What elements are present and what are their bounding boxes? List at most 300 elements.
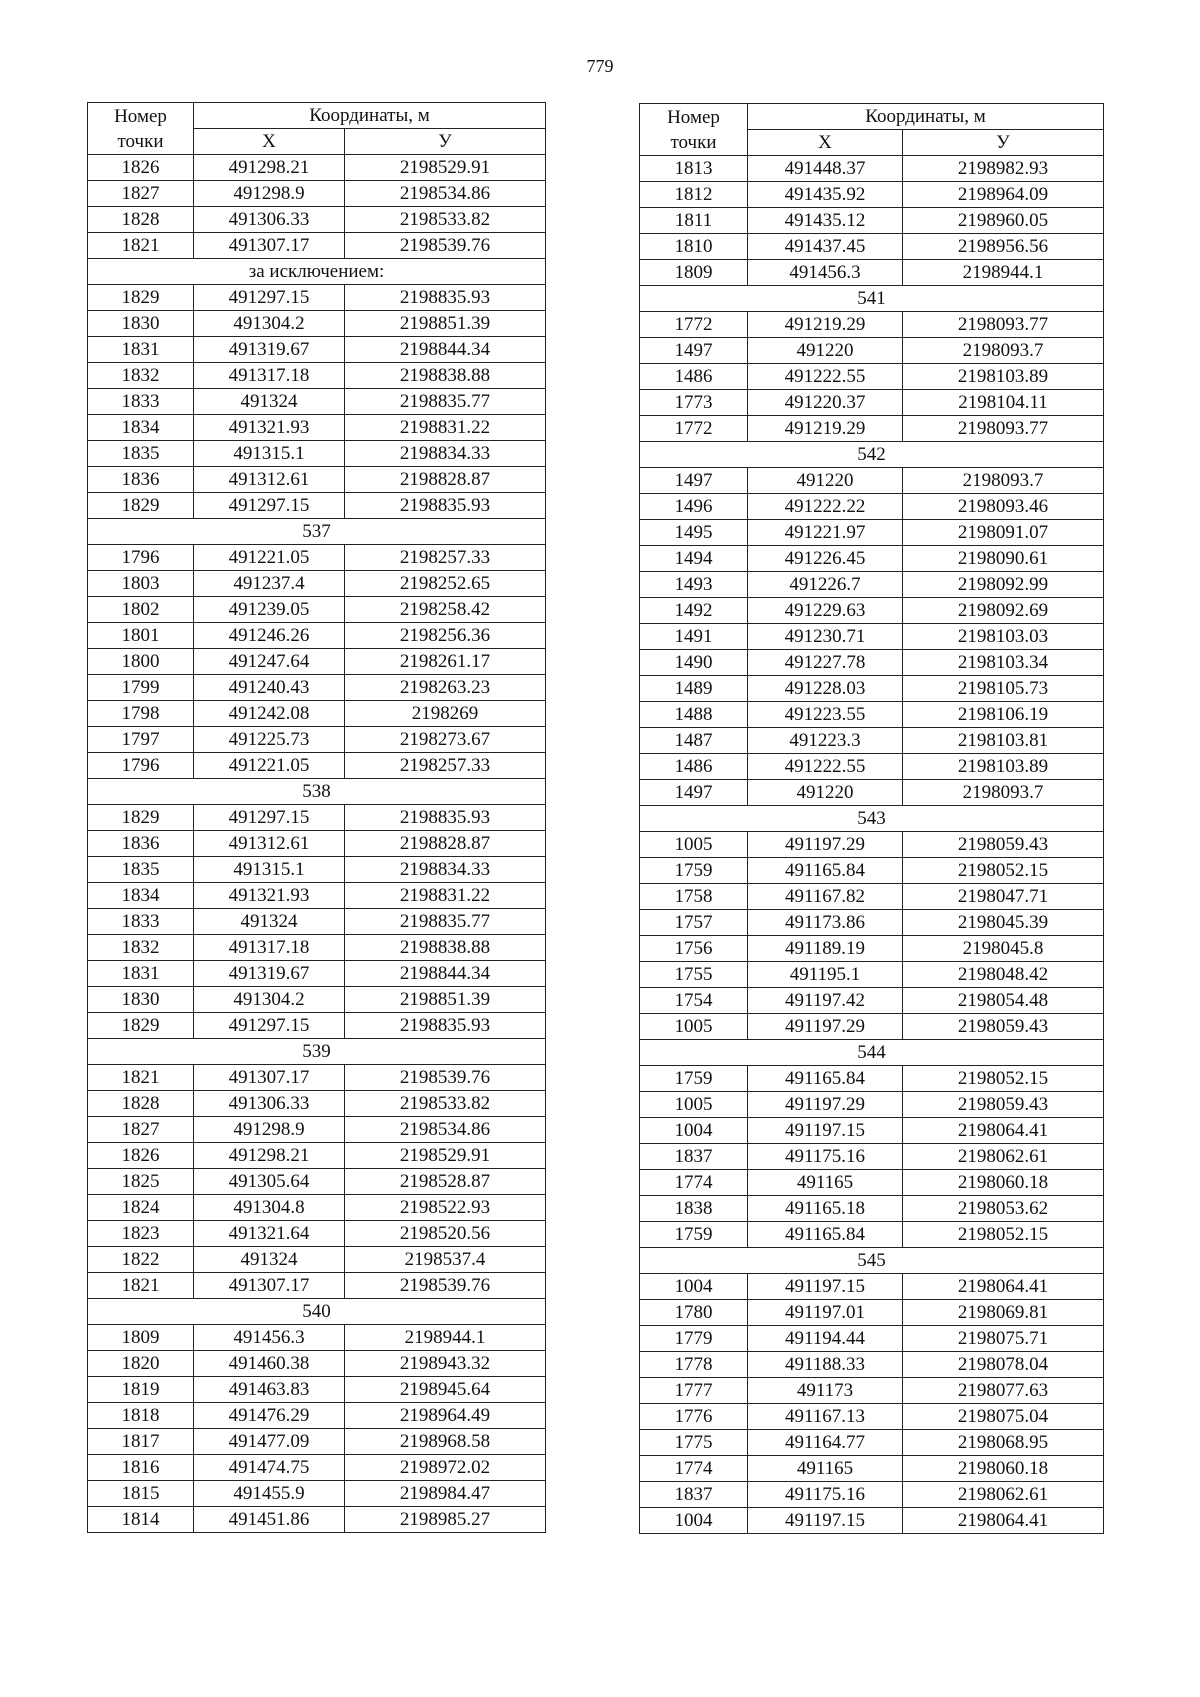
x-coordinate-cell: 491456.3 — [748, 260, 903, 286]
table-row — [640, 884, 1104, 910]
point-number-cell: 1829 — [88, 805, 194, 831]
point-number-cell: 1827 — [88, 181, 194, 207]
header-x: X — [194, 129, 345, 155]
table-row — [88, 389, 546, 415]
coordinates-table-left — [87, 102, 546, 1533]
table-row — [88, 1221, 546, 1247]
point-number-cell: 1759 — [640, 1066, 748, 1092]
section-header-row — [640, 286, 1104, 312]
point-number-cell: 1820 — [88, 1351, 194, 1377]
table-row — [640, 572, 1104, 598]
y-coordinate-cell: 2198059.43 — [903, 1092, 1104, 1118]
table-row — [88, 545, 546, 571]
table-row — [640, 364, 1104, 390]
header-point-number — [640, 104, 748, 156]
table-row — [88, 1117, 546, 1143]
y-coordinate-cell: 2198103.81 — [903, 728, 1104, 754]
x-coordinate-cell: 491297.15 — [194, 493, 345, 519]
table-row — [88, 909, 546, 935]
table-row — [640, 910, 1104, 936]
point-number-cell: 1492 — [640, 598, 748, 624]
y-coordinate-cell: 2198533.82 — [345, 207, 546, 233]
table-row — [88, 285, 546, 311]
page-number: 779 — [586, 56, 614, 76]
header-coordinates: Координаты, м — [748, 104, 1104, 130]
header-coordinates: Координаты, м — [194, 103, 546, 129]
y-coordinate-cell: 2198052.15 — [903, 1222, 1104, 1248]
header-y: У — [345, 129, 546, 155]
header-point-line1: Номер — [667, 106, 720, 128]
table-row — [640, 234, 1104, 260]
y-coordinate-cell: 2198838.88 — [345, 935, 546, 961]
x-coordinate-cell: 491304.2 — [194, 311, 345, 337]
x-coordinate-cell: 491448.37 — [748, 156, 903, 182]
section-header-row — [88, 1299, 546, 1325]
y-coordinate-cell: 2198258.42 — [345, 597, 546, 623]
point-number-cell: 1811 — [640, 208, 748, 234]
table-row — [640, 260, 1104, 286]
point-number-cell: 1004 — [640, 1508, 748, 1534]
point-number-cell: 1809 — [88, 1325, 194, 1351]
x-coordinate-cell: 491197.15 — [748, 1274, 903, 1300]
table-row — [640, 754, 1104, 780]
table-row — [640, 624, 1104, 650]
x-coordinate-cell: 491222.55 — [748, 364, 903, 390]
table-row — [640, 1196, 1104, 1222]
table-row — [88, 675, 546, 701]
y-coordinate-cell: 2198093.7 — [903, 338, 1104, 364]
y-coordinate-cell: 2198944.1 — [345, 1325, 546, 1351]
coordinates-table-right — [639, 103, 1104, 1534]
point-number-cell: 1810 — [640, 234, 748, 260]
y-coordinate-cell: 2198092.69 — [903, 598, 1104, 624]
y-coordinate-cell: 2198069.81 — [903, 1300, 1104, 1326]
table-row — [88, 831, 546, 857]
table-row — [640, 1222, 1104, 1248]
x-coordinate-cell: 491315.1 — [194, 857, 345, 883]
x-coordinate-cell: 491297.15 — [194, 805, 345, 831]
y-coordinate-cell: 2198091.07 — [903, 520, 1104, 546]
point-number-cell: 1004 — [640, 1118, 748, 1144]
y-coordinate-cell: 2198984.47 — [345, 1481, 546, 1507]
x-coordinate-cell: 491173.86 — [748, 910, 903, 936]
x-coordinate-cell: 491197.42 — [748, 988, 903, 1014]
point-number-cell: 1004 — [640, 1274, 748, 1300]
x-coordinate-cell: 491307.17 — [194, 1273, 345, 1299]
x-coordinate-cell: 491165.84 — [748, 1222, 903, 1248]
table-row — [88, 1507, 546, 1533]
x-coordinate-cell: 491474.75 — [194, 1455, 345, 1481]
point-number-cell: 1778 — [640, 1352, 748, 1378]
table-header-row — [88, 103, 546, 129]
x-coordinate-cell: 491220.37 — [748, 390, 903, 416]
y-coordinate-cell: 2198828.87 — [345, 831, 546, 857]
x-coordinate-cell: 491239.05 — [194, 597, 345, 623]
y-coordinate-cell: 2198068.95 — [903, 1430, 1104, 1456]
point-number-cell: 1800 — [88, 649, 194, 675]
table-row — [88, 649, 546, 675]
point-number-cell: 1486 — [640, 364, 748, 390]
section-label: 542 — [640, 442, 1104, 468]
point-number-cell: 1777 — [640, 1378, 748, 1404]
table-row — [88, 1013, 546, 1039]
header-point-line2: точки — [670, 131, 717, 153]
x-coordinate-cell: 491226.7 — [748, 572, 903, 598]
point-number-cell: 1831 — [88, 961, 194, 987]
x-coordinate-cell: 491307.17 — [194, 1065, 345, 1091]
point-number-cell: 1488 — [640, 702, 748, 728]
y-coordinate-cell: 2198075.71 — [903, 1326, 1104, 1352]
table-row — [88, 1377, 546, 1403]
point-number-cell: 1780 — [640, 1300, 748, 1326]
x-coordinate-cell: 491312.61 — [194, 467, 345, 493]
point-number-cell: 1829 — [88, 493, 194, 519]
x-coordinate-cell: 491175.16 — [748, 1144, 903, 1170]
y-coordinate-cell: 2198835.93 — [345, 285, 546, 311]
x-coordinate-cell: 491220 — [748, 338, 903, 364]
point-number-cell: 1821 — [88, 233, 194, 259]
x-coordinate-cell: 491228.03 — [748, 676, 903, 702]
x-coordinate-cell: 491304.2 — [194, 987, 345, 1013]
table-row — [640, 1066, 1104, 1092]
y-coordinate-cell: 2198533.82 — [345, 1091, 546, 1117]
x-coordinate-cell: 491435.92 — [748, 182, 903, 208]
table-row — [640, 312, 1104, 338]
point-number-cell: 1497 — [640, 780, 748, 806]
point-number-cell: 1826 — [88, 155, 194, 181]
table-row — [640, 1326, 1104, 1352]
y-coordinate-cell: 2198106.19 — [903, 702, 1104, 728]
point-number-cell: 1796 — [88, 753, 194, 779]
y-coordinate-cell: 2198078.04 — [903, 1352, 1104, 1378]
x-coordinate-cell: 491463.83 — [194, 1377, 345, 1403]
table-row — [640, 1092, 1104, 1118]
y-coordinate-cell: 2198263.23 — [345, 675, 546, 701]
x-coordinate-cell: 491451.86 — [194, 1507, 345, 1533]
x-coordinate-cell: 491220 — [748, 780, 903, 806]
y-coordinate-cell: 2198851.39 — [345, 311, 546, 337]
x-coordinate-cell: 491220 — [748, 468, 903, 494]
table-row — [88, 1143, 546, 1169]
y-coordinate-cell: 2198093.7 — [903, 468, 1104, 494]
point-number-cell: 1796 — [88, 545, 194, 571]
x-coordinate-cell: 491197.15 — [748, 1508, 903, 1534]
x-coordinate-cell: 491297.15 — [194, 1013, 345, 1039]
point-number-cell: 1834 — [88, 415, 194, 441]
y-coordinate-cell: 2198103.89 — [903, 754, 1104, 780]
y-coordinate-cell: 2198982.93 — [903, 156, 1104, 182]
point-number-cell: 1799 — [88, 675, 194, 701]
y-coordinate-cell: 2198522.93 — [345, 1195, 546, 1221]
table-row — [88, 805, 546, 831]
table-row — [88, 415, 546, 441]
table-row — [88, 987, 546, 1013]
x-coordinate-cell: 491319.67 — [194, 961, 345, 987]
x-coordinate-cell: 491246.26 — [194, 623, 345, 649]
x-coordinate-cell: 491324 — [194, 1247, 345, 1273]
table-row — [88, 727, 546, 753]
y-coordinate-cell: 2198956.56 — [903, 234, 1104, 260]
y-coordinate-cell: 2198052.15 — [903, 1066, 1104, 1092]
table-row — [640, 416, 1104, 442]
table-row — [640, 208, 1104, 234]
x-coordinate-cell: 491222.55 — [748, 754, 903, 780]
table-row — [640, 728, 1104, 754]
x-coordinate-cell: 491189.19 — [748, 936, 903, 962]
y-coordinate-cell: 2198964.49 — [345, 1403, 546, 1429]
table-row — [640, 1118, 1104, 1144]
x-coordinate-cell: 491298.9 — [194, 1117, 345, 1143]
y-coordinate-cell: 2198834.33 — [345, 857, 546, 883]
table-row — [640, 858, 1104, 884]
x-coordinate-cell: 491237.4 — [194, 571, 345, 597]
x-coordinate-cell: 491321.93 — [194, 415, 345, 441]
table-row — [88, 1403, 546, 1429]
y-coordinate-cell: 2198831.22 — [345, 883, 546, 909]
y-coordinate-cell: 2198844.34 — [345, 337, 546, 363]
point-number-cell: 1005 — [640, 832, 748, 858]
table-row — [88, 311, 546, 337]
section-header-row — [88, 779, 546, 805]
point-number-cell: 1825 — [88, 1169, 194, 1195]
point-number-cell: 1813 — [640, 156, 748, 182]
x-coordinate-cell: 491165 — [748, 1456, 903, 1482]
y-coordinate-cell: 2198534.86 — [345, 181, 546, 207]
x-coordinate-cell: 491194.44 — [748, 1326, 903, 1352]
table-body-left — [88, 103, 546, 1533]
table-row — [640, 780, 1104, 806]
y-coordinate-cell: 2198093.46 — [903, 494, 1104, 520]
y-coordinate-cell: 2198835.93 — [345, 805, 546, 831]
section-header-row — [88, 1039, 546, 1065]
x-coordinate-cell: 491477.09 — [194, 1429, 345, 1455]
y-coordinate-cell: 2198261.17 — [345, 649, 546, 675]
x-coordinate-cell: 491306.33 — [194, 1091, 345, 1117]
x-coordinate-cell: 491437.45 — [748, 234, 903, 260]
x-coordinate-cell: 491165.18 — [748, 1196, 903, 1222]
point-number-cell: 1005 — [640, 1092, 748, 1118]
section-header-row — [88, 259, 546, 285]
table-row — [640, 156, 1104, 182]
point-number-cell: 1822 — [88, 1247, 194, 1273]
table-row — [88, 181, 546, 207]
x-coordinate-cell: 491315.1 — [194, 441, 345, 467]
x-coordinate-cell: 491240.43 — [194, 675, 345, 701]
table-row — [640, 390, 1104, 416]
point-number-cell: 1834 — [88, 883, 194, 909]
point-number-cell: 1826 — [88, 1143, 194, 1169]
point-number-cell: 1803 — [88, 571, 194, 597]
section-label: 539 — [88, 1039, 546, 1065]
table-row — [88, 571, 546, 597]
table-row — [88, 1247, 546, 1273]
table-row — [640, 1482, 1104, 1508]
y-coordinate-cell: 2198539.76 — [345, 233, 546, 259]
table-row — [88, 337, 546, 363]
x-coordinate-cell: 491222.22 — [748, 494, 903, 520]
x-coordinate-cell: 491456.3 — [194, 1325, 345, 1351]
x-coordinate-cell: 491321.93 — [194, 883, 345, 909]
section-label: 538 — [88, 779, 546, 805]
point-number-cell: 1779 — [640, 1326, 748, 1352]
x-coordinate-cell: 491226.45 — [748, 546, 903, 572]
table-row — [88, 363, 546, 389]
x-coordinate-cell: 491324 — [194, 909, 345, 935]
table-row — [640, 182, 1104, 208]
y-coordinate-cell: 2198520.56 — [345, 1221, 546, 1247]
table-row — [640, 1144, 1104, 1170]
point-number-cell: 1830 — [88, 311, 194, 337]
table-body-right — [640, 104, 1104, 1534]
point-number-cell: 1493 — [640, 572, 748, 598]
x-coordinate-cell: 491460.38 — [194, 1351, 345, 1377]
table-row — [88, 1195, 546, 1221]
x-coordinate-cell: 491221.05 — [194, 545, 345, 571]
y-coordinate-cell: 2198539.76 — [345, 1273, 546, 1299]
x-coordinate-cell: 491219.29 — [748, 312, 903, 338]
point-number-cell: 1754 — [640, 988, 748, 1014]
x-coordinate-cell: 491242.08 — [194, 701, 345, 727]
y-coordinate-cell: 2198835.93 — [345, 1013, 546, 1039]
y-coordinate-cell: 2198059.43 — [903, 832, 1104, 858]
table-row — [88, 597, 546, 623]
y-coordinate-cell: 2198968.58 — [345, 1429, 546, 1455]
table-row — [640, 598, 1104, 624]
y-coordinate-cell: 2198851.39 — [345, 987, 546, 1013]
y-coordinate-cell: 2198256.36 — [345, 623, 546, 649]
point-number-cell: 1829 — [88, 285, 194, 311]
header-x: X — [748, 130, 903, 156]
y-coordinate-cell: 2198838.88 — [345, 363, 546, 389]
y-coordinate-cell: 2198529.91 — [345, 155, 546, 181]
y-coordinate-cell: 2198834.33 — [345, 441, 546, 467]
section-label: 540 — [88, 1299, 546, 1325]
table-row — [640, 1404, 1104, 1430]
header-point-line2: точки — [117, 130, 164, 152]
x-coordinate-cell: 491307.17 — [194, 233, 345, 259]
table-row — [88, 1481, 546, 1507]
y-coordinate-cell: 2198105.73 — [903, 676, 1104, 702]
table-header-row — [640, 104, 1104, 130]
x-coordinate-cell: 491164.77 — [748, 1430, 903, 1456]
point-number-cell: 1775 — [640, 1430, 748, 1456]
section-label: 537 — [88, 519, 546, 545]
y-coordinate-cell: 2198835.77 — [345, 909, 546, 935]
x-coordinate-cell: 491167.82 — [748, 884, 903, 910]
point-number-cell: 1821 — [88, 1065, 194, 1091]
table-row — [640, 962, 1104, 988]
table-row — [88, 1325, 546, 1351]
table-row — [640, 702, 1104, 728]
x-coordinate-cell: 491312.61 — [194, 831, 345, 857]
table-row — [88, 1273, 546, 1299]
table-row — [88, 441, 546, 467]
section-header-row — [640, 1040, 1104, 1066]
table-row — [88, 1169, 546, 1195]
x-coordinate-cell: 491435.12 — [748, 208, 903, 234]
table-row — [88, 467, 546, 493]
x-coordinate-cell: 491197.15 — [748, 1118, 903, 1144]
y-coordinate-cell: 2198045.39 — [903, 910, 1104, 936]
y-coordinate-cell: 2198943.32 — [345, 1351, 546, 1377]
point-number-cell: 1837 — [640, 1144, 748, 1170]
point-number-cell: 1812 — [640, 182, 748, 208]
table-row — [88, 1455, 546, 1481]
x-coordinate-cell: 491221.05 — [194, 753, 345, 779]
table-row — [88, 207, 546, 233]
table-row — [640, 1456, 1104, 1482]
y-coordinate-cell: 2198534.86 — [345, 1117, 546, 1143]
point-number-cell: 1833 — [88, 909, 194, 935]
point-number-cell: 1815 — [88, 1481, 194, 1507]
y-coordinate-cell: 2198064.41 — [903, 1118, 1104, 1144]
point-number-cell: 1830 — [88, 987, 194, 1013]
y-coordinate-cell: 2198090.61 — [903, 546, 1104, 572]
point-number-cell: 1757 — [640, 910, 748, 936]
x-coordinate-cell: 491223.3 — [748, 728, 903, 754]
y-coordinate-cell: 2198045.8 — [903, 936, 1104, 962]
table-row — [640, 338, 1104, 364]
point-number-cell: 1759 — [640, 858, 748, 884]
y-coordinate-cell: 2198835.93 — [345, 493, 546, 519]
x-coordinate-cell: 491324 — [194, 389, 345, 415]
table-row — [640, 676, 1104, 702]
point-number-cell: 1832 — [88, 935, 194, 961]
y-coordinate-cell: 2198047.71 — [903, 884, 1104, 910]
point-number-cell: 1837 — [640, 1482, 748, 1508]
x-coordinate-cell: 491321.64 — [194, 1221, 345, 1247]
x-coordinate-cell: 491455.9 — [194, 1481, 345, 1507]
y-coordinate-cell: 2198103.03 — [903, 624, 1104, 650]
x-coordinate-cell: 491476.29 — [194, 1403, 345, 1429]
point-number-cell: 1824 — [88, 1195, 194, 1221]
y-coordinate-cell: 2198964.09 — [903, 182, 1104, 208]
point-number-cell: 1494 — [640, 546, 748, 572]
point-number-cell: 1832 — [88, 363, 194, 389]
x-coordinate-cell: 491298.9 — [194, 181, 345, 207]
y-coordinate-cell: 2198269 — [345, 701, 546, 727]
point-number-cell: 1827 — [88, 1117, 194, 1143]
section-label: 543 — [640, 806, 1104, 832]
section-header-row — [88, 519, 546, 545]
x-coordinate-cell: 491197.29 — [748, 832, 903, 858]
section-label: за исключением: — [88, 259, 546, 285]
point-number-cell: 1487 — [640, 728, 748, 754]
point-number-cell: 1497 — [640, 468, 748, 494]
x-coordinate-cell: 491305.64 — [194, 1169, 345, 1195]
x-coordinate-cell: 491188.33 — [748, 1352, 903, 1378]
x-coordinate-cell: 491227.78 — [748, 650, 903, 676]
x-coordinate-cell: 491165.84 — [748, 1066, 903, 1092]
point-number-cell: 1828 — [88, 207, 194, 233]
point-number-cell: 1817 — [88, 1429, 194, 1455]
table-row — [88, 753, 546, 779]
y-coordinate-cell: 2198062.61 — [903, 1482, 1104, 1508]
y-coordinate-cell: 2198064.41 — [903, 1508, 1104, 1534]
table-row — [640, 832, 1104, 858]
y-coordinate-cell: 2198052.15 — [903, 858, 1104, 884]
header-y: У — [903, 130, 1104, 156]
x-coordinate-cell: 491317.18 — [194, 935, 345, 961]
table-row — [88, 1091, 546, 1117]
point-number-cell: 1828 — [88, 1091, 194, 1117]
point-number-cell: 1773 — [640, 390, 748, 416]
y-coordinate-cell: 2198972.02 — [345, 1455, 546, 1481]
point-number-cell: 1819 — [88, 1377, 194, 1403]
section-header-row — [640, 806, 1104, 832]
y-coordinate-cell: 2198053.62 — [903, 1196, 1104, 1222]
point-number-cell: 1821 — [88, 1273, 194, 1299]
